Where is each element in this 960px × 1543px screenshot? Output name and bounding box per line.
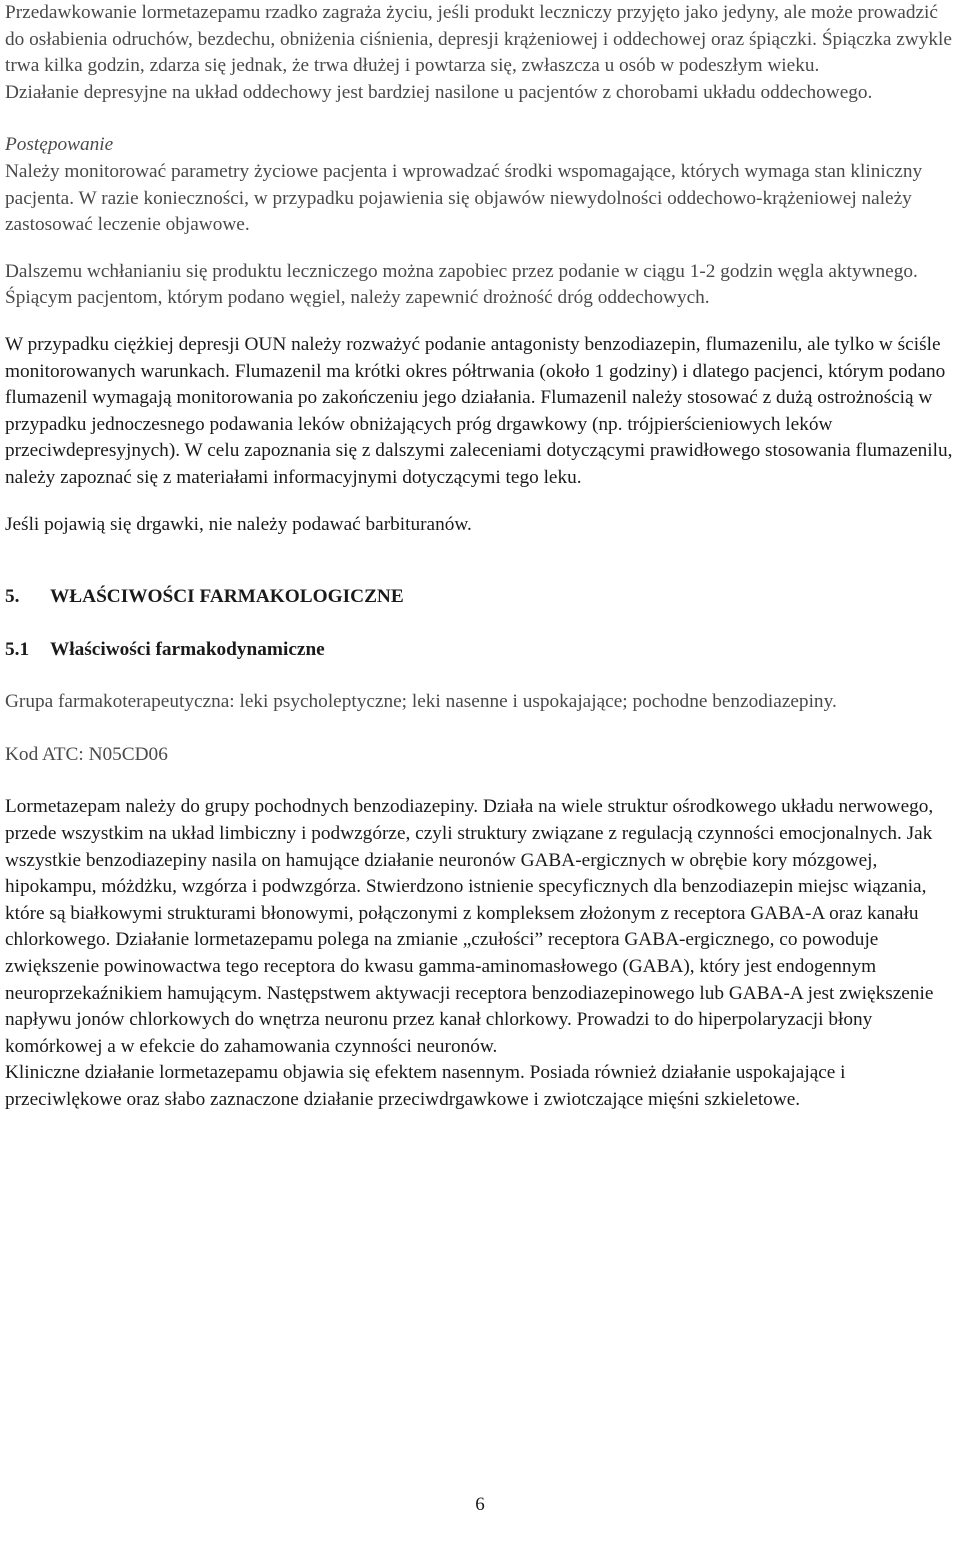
respiratory-text: Działanie depresyjne na układ oddechowy jest bardziej nasilone u pacjentów z chorobami układu oddechowego.: [5, 81, 873, 103]
flumazenil-text-2: Flumazenil ma krótki okres półtrwania (około 1 godziny) i dlatego pacjenci, którym podano flumazenil wymagają monitorowania po zakończeniu jego działania.: [5, 360, 946, 409]
management-text-2: W razie konieczności, w przypadku pojawienia się objawów niewydolności oddechowo-krążeniowej należy zastosować leczenie objawowe.: [5, 187, 912, 236]
mechanism-text-7: Prowadzi to do hiperpolaryzacji błony komórkowej a w efekcie do zahamowania czynności neuronów.: [5, 1009, 873, 1057]
management-text-1: Należy monitorować parametry życiowe pacjenta i wprowadzać środki wspomagające, których wymaga stan kliniczny pacjenta.: [5, 160, 923, 209]
mechanism-text-4: Stwierdzono istnienie specyficznych dla benzodiazepin miejsc wiązania, które są białkowymi strukturami błonowymi, połączonymi z kompleksem złożonym z receptora GABA-A oraz kanału chlorkowego.: [5, 876, 927, 951]
absorption-paragraph: [5, 259, 959, 312]
page-number: 6: [475, 1494, 485, 1515]
overdose-text-1: Przedawkowanie lormetazepamu rzadko zagraża życiu, jeśli produkt leczniczy przyjęto jako jedyny, ale może prowadzić do osłabienia odruchów, bezdechu, obniżenia ciśnienia, depresji krążeniowej i oddechowej oraz śpiączki.: [5, 2, 938, 50]
section-5-1-number: 5.1: [5, 638, 30, 660]
absorption-text-1: Dalszemu wchłanianiu się produktu leczniczego można zapobiec przez podanie w ciągu 1-2 godzin węgla aktywnego.: [5, 260, 918, 282]
pharmacotherapeutic-group: Grupa farmakoterapeutyczna: leki psycholeptyczne; leki nasenne i uspokajające; pochodne benzodiazepiny.: [5, 691, 837, 713]
flumazenil-text-1: W przypadku ciężkiej depresji OUN należy rozważyć podanie antagonisty benzodiazepin, flumazenilu, ale tylko w ściśle monitorowanych warunkach.: [5, 333, 941, 382]
clinical-paragraph: [5, 1060, 959, 1113]
overdose-paragraph: [5, 0, 959, 80]
section-5-1-title: Właściwości farmakodynamiczne: [50, 638, 325, 660]
flumazenil-text-3: Flumazenil należy stosować z dużą ostrożnością w przypadku jednoczesnego podawania leków obniżających próg drgawkowy (np. trójpierścieniowych leków przeciwdepresyjnych).: [5, 387, 933, 462]
clinical-text-2: Posiada również działanie uspokajające i przeciwlękowe oraz słabo zaznaczone działanie przeciwdrgawkowe i zwiotczające mięśni szkieletowe.: [5, 1062, 846, 1110]
mechanism-text-5: Działanie lormetazepamu polega na zmianie „czułości” receptora GABA-ergicznego, co powoduje zwiększenie powinowactwa tego receptora do kwasu gamma-aminomasłowego (GABA), który jest endogennym neuroprzekaźnikiem hamującym.: [5, 929, 879, 1004]
mechanism-text-3: Jak wszystkie benzodiazepiny nasila on hamujące działanie neuronów GABA-ergicznych w obrębie kory mózgowej, hipokampu, móżdżku, wzgórza i podwzgórza.: [5, 823, 933, 898]
respiratory-depression-paragraph: [5, 80, 959, 107]
document-page: [5, 0, 959, 1114]
atc-code: Kod ATC: N05CD06: [5, 743, 168, 765]
flumazenil-paragraph: [5, 332, 959, 492]
seizures-paragraph: Jeśli pojawią się drgawki, nie należy podawać barbituranów.: [5, 513, 472, 535]
mechanism-text-1: Lormetazepam należy do grupy pochodnych benzodiazepiny.: [5, 796, 479, 818]
mechanism-paragraph: [5, 794, 959, 1060]
section-5-title: WŁAŚCIWOŚCI FARMAKOLOGICZNE: [50, 586, 404, 608]
clinical-text-1: Kliniczne działanie lormetazepamu objawia się efektem nasennym.: [5, 1062, 525, 1084]
section-5-1-heading: [5, 637, 959, 664]
management-paragraph: [5, 159, 959, 239]
section-5-heading: [5, 584, 959, 611]
mechanism-text-2: Działa na wiele struktur ośrodkowego układu nerwowego, przede wszystkim na układ limbiczny i podwzgórze, czyli struktury związane z regulacją czynności emocjonalnych.: [5, 796, 934, 845]
absorption-text-2: Śpiącym pacjentom, którym podano węgiel, należy zapewnić drożność dróg oddechowych.: [5, 287, 710, 309]
flumazenil-text-4: W celu zapoznania się z dalszymi zaleceniami dotyczącymi prawidłowego stosowania flumazenilu, należy zapoznać się z materiałami informacyjnymi dotyczącymi tego leku.: [5, 440, 953, 488]
mechanism-text-6: Następstwem aktywacji receptora benzodiazepinowego lub GABA-A jest zwiększenie napływu jonów chlorkowych do wnętrza neuronu przez kanał chlorkowy.: [5, 982, 934, 1031]
management-title: Postępowanie: [5, 134, 114, 156]
section-5-number: 5.: [5, 586, 20, 608]
overdose-text-2: Śpiączka zwykle trwa kilka godzin, zdarza się jednak, że trwa dłużej i powtarza się, zwłaszcza u osób w podeszłym wieku.: [5, 28, 952, 77]
